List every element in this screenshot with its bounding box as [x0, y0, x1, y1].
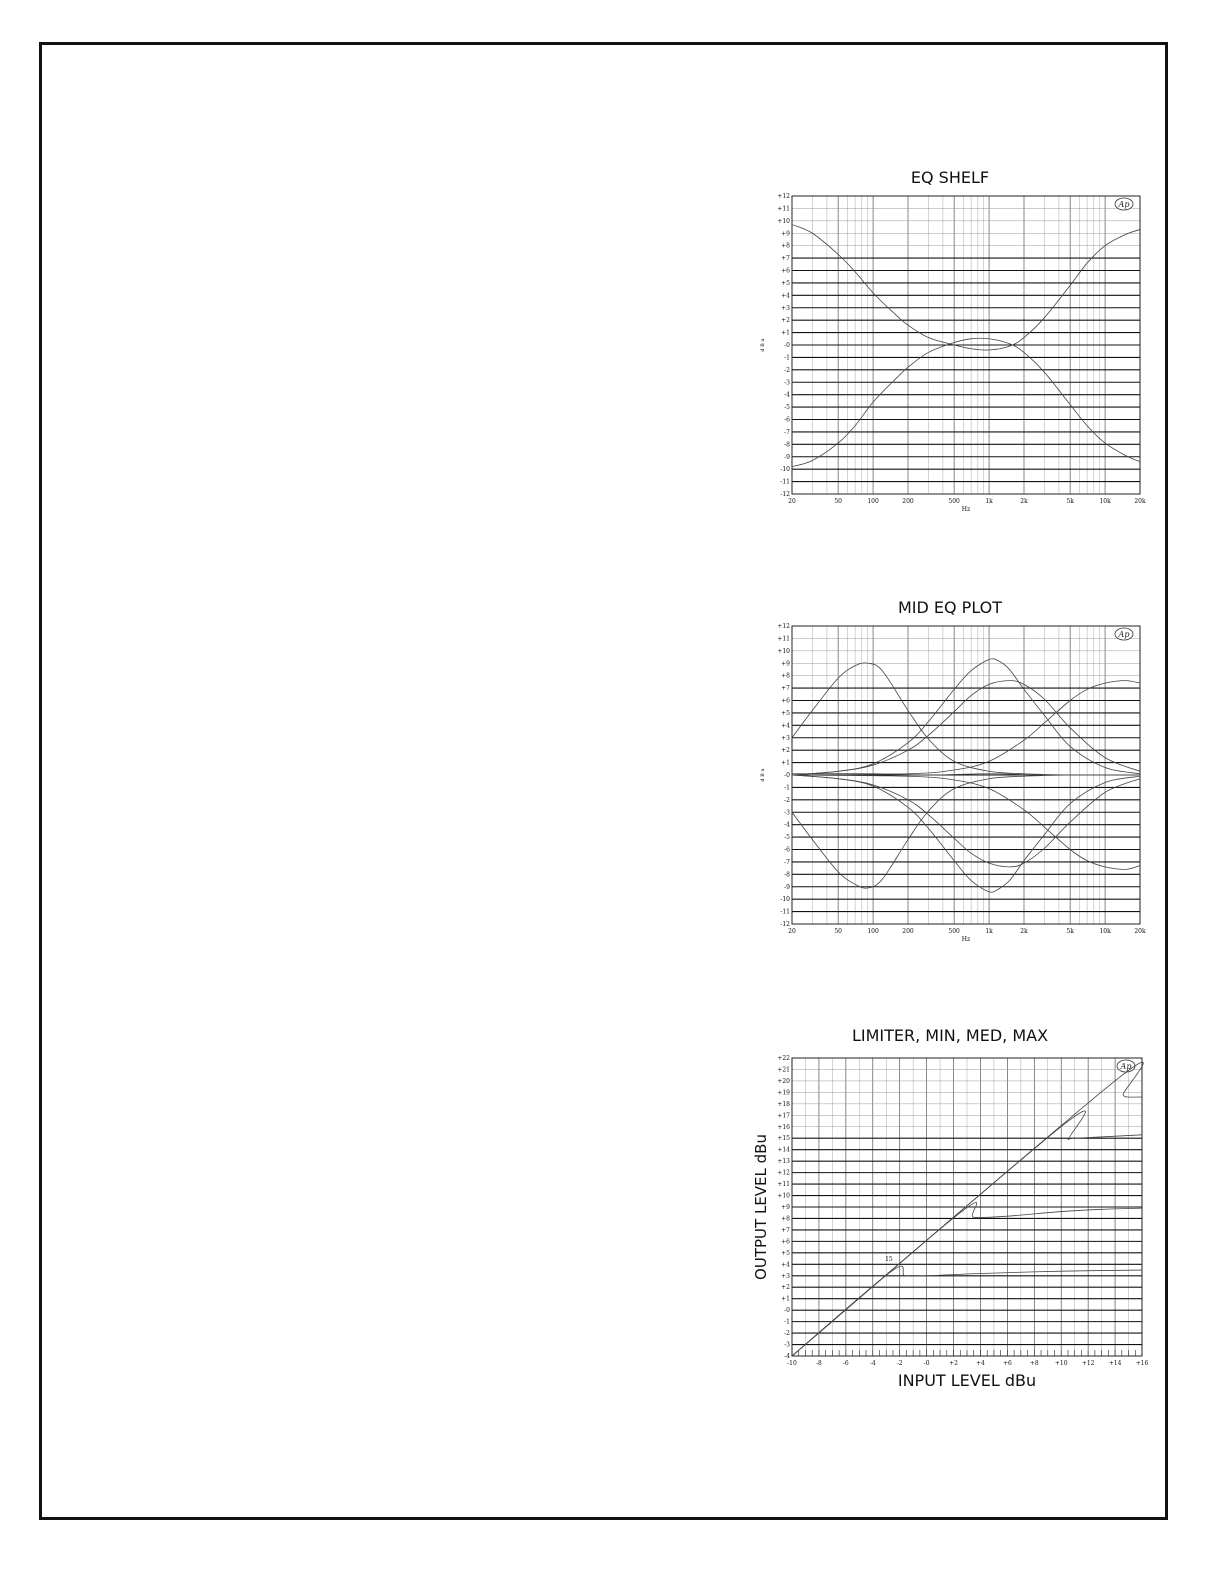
y-tick-label: +9 [781, 230, 790, 238]
y-tick-label: +5 [781, 709, 790, 717]
y-tick-label: +14 [777, 1146, 790, 1154]
y-tick-label: +4 [781, 1261, 790, 1269]
y-tick-label: +10 [777, 1192, 790, 1200]
y-tick-label: +9 [781, 1204, 790, 1211]
y-tick-label: +12 [777, 623, 790, 630]
y-tick-label: +10 [777, 647, 790, 655]
x-axis-label: Hz [961, 936, 971, 943]
y-tick-label: +8 [781, 1215, 790, 1223]
y-tick-labels [777, 1055, 790, 1360]
x-tick-label: 1k [985, 498, 993, 505]
x-tick-label: +16 [1135, 1360, 1149, 1367]
y-tick-label: -5 [784, 404, 790, 412]
x-tick-label: -2 [896, 1360, 903, 1367]
y-tick-label: +12 [777, 193, 790, 200]
limiter-chart [740, 1020, 1160, 1400]
x-axis-label: INPUT LEVEL dBu [897, 1371, 1037, 1390]
y-tick-label: +2 [781, 317, 790, 325]
x-tick-label: 200 [902, 498, 914, 505]
x-tick-label: 20k [1134, 498, 1146, 505]
y-tick-label: +22 [777, 1055, 790, 1062]
y-tick-label: +17 [777, 1112, 790, 1120]
y-tick-label: -0 [784, 1307, 790, 1315]
x-tick-label: -4 [869, 1360, 876, 1367]
y-tick-label: +11 [777, 205, 790, 213]
y-tick-label: -4 [784, 391, 790, 399]
x-tick-label: +6 [1002, 1360, 1012, 1367]
y-tick-label: +18 [777, 1100, 790, 1108]
x-tick-label: 500 [948, 928, 960, 935]
y-tick-label: -11 [780, 908, 790, 916]
y-tick-label: -3 [784, 809, 790, 817]
x-tick-label: 5k [1066, 498, 1074, 505]
y-tick-label: -12 [780, 921, 790, 928]
y-tick-label: +2 [781, 1284, 790, 1292]
mid-eq-plot [740, 592, 1160, 952]
x-tick-label: +14 [1108, 1360, 1122, 1367]
y-tick-label: -9 [784, 453, 790, 461]
x-tick-labels [787, 1360, 1148, 1367]
chart-title: LIMITER, MIN, MED, MAX [851, 1026, 1049, 1045]
y-tick-label: +12 [777, 1169, 790, 1177]
y-tick-label: +3 [781, 304, 790, 312]
x-tick-label: 100 [867, 928, 879, 935]
x-tick-labels [788, 928, 1146, 935]
x-tick-label: +12 [1081, 1360, 1095, 1367]
y-tick-label: +8 [781, 242, 790, 250]
x-tick-label: +8 [1029, 1360, 1039, 1367]
x-tick-label: -8 [815, 1360, 822, 1367]
x-tick-label: 10k [1099, 928, 1111, 935]
x-tick-label: 100 [867, 498, 879, 505]
y-tick-label: -7 [784, 428, 790, 436]
y-tick-label: -11 [780, 478, 790, 486]
y-tick-label: -8 [784, 441, 790, 449]
y-axis-label: d B u [760, 338, 766, 352]
x-tick-label: 500 [948, 498, 960, 505]
y-tick-label: +6 [781, 697, 790, 705]
y-tick-label: +6 [781, 267, 790, 275]
x-tick-label: 1k [985, 928, 993, 935]
x-tick-label: +10 [1054, 1360, 1068, 1367]
x-tick-label: -6 [842, 1360, 849, 1367]
y-tick-label: +6 [781, 1238, 790, 1246]
x-tick-label: +4 [976, 1360, 985, 1367]
y-tick-label: +10 [777, 217, 790, 225]
y-tick-label: +4 [781, 292, 790, 300]
y-tick-label: +7 [781, 685, 790, 693]
y-tick-label: +11 [777, 635, 790, 643]
y-tick-label: -0 [784, 342, 790, 349]
y-tick-label: -1 [784, 354, 790, 362]
x-tick-label: -0 [923, 1360, 930, 1367]
x-tick-label: 50 [834, 928, 842, 935]
y-tick-label: -12 [780, 491, 790, 498]
y-tick-label: -6 [784, 846, 790, 854]
y-tick-label: -0 [784, 772, 790, 779]
y-tick-label: +7 [781, 255, 790, 263]
ap-logo-text: Ap [1118, 200, 1130, 209]
y-tick-label: +1 [781, 1295, 790, 1303]
x-tick-label: 5k [1066, 928, 1074, 935]
y-tick-label: +8 [781, 672, 790, 680]
y-tick-label: +1 [781, 759, 790, 767]
x-tick-label: -10 [787, 1360, 797, 1367]
y-tick-label: +7 [781, 1226, 790, 1234]
limiter-plot [740, 1020, 1160, 1400]
y-tick-label: -4 [784, 821, 790, 829]
y-tick-label: +9 [781, 660, 790, 668]
x-tick-label: 2k [1020, 498, 1028, 505]
y-tick-label: -7 [784, 858, 790, 866]
y-tick-label: +5 [781, 279, 790, 287]
x-tick-label: 200 [902, 928, 914, 935]
y-tick-label: -4 [784, 1353, 790, 1360]
y-tick-label: +2 [781, 747, 790, 755]
x-tick-label: 50 [834, 498, 842, 505]
y-tick-labels [777, 193, 790, 498]
y-tick-label: -9 [784, 883, 790, 891]
y-tick-label: -3 [784, 379, 790, 387]
y-tick-labels [777, 623, 790, 928]
y-tick-label: -3 [784, 1341, 790, 1349]
mid-eq-chart [740, 592, 1160, 952]
y-tick-label: +15 [777, 1135, 790, 1143]
y-tick-label: -5 [784, 834, 790, 842]
y-tick-label: +20 [777, 1077, 790, 1085]
x-tick-labels [788, 498, 1146, 505]
y-axis-label: d B u [760, 768, 766, 782]
y-tick-label: -1 [784, 1318, 790, 1326]
y-tick-label: -10 [780, 896, 790, 904]
y-tick-label: +11 [777, 1181, 790, 1189]
y-tick-label: +3 [781, 734, 790, 742]
y-tick-label: -6 [784, 416, 790, 424]
y-tick-label: +16 [777, 1123, 790, 1131]
x-tick-label: 20 [788, 928, 796, 935]
x-axis-label: Hz [961, 506, 971, 513]
x-tick-label: 2k [1020, 928, 1028, 935]
ap-logo-text: Ap [1118, 630, 1130, 639]
eq-shelf-chart [740, 162, 1160, 522]
chart-title: EQ SHELF [910, 168, 990, 187]
y-tick-label: +21 [777, 1066, 790, 1074]
chart-title: MID EQ PLOT [897, 598, 1003, 617]
y-tick-label: +19 [777, 1089, 790, 1097]
y-tick-label: -2 [784, 796, 790, 804]
y-tick-label: -2 [784, 366, 790, 374]
annotation-label: 15 [885, 1255, 893, 1263]
eq-shelf-plot [740, 162, 1160, 522]
y-tick-label: -10 [780, 466, 790, 474]
y-tick-label: +4 [781, 722, 790, 730]
x-tick-label: 20k [1134, 928, 1146, 935]
y-tick-label: +5 [781, 1249, 790, 1257]
y-tick-label: +13 [777, 1158, 790, 1166]
y-tick-label: -2 [784, 1330, 790, 1338]
y-tick-label: +3 [781, 1272, 790, 1280]
y-tick-label: -1 [784, 784, 790, 792]
ap-logo-text: Ap [1120, 1062, 1132, 1071]
y-axis-label: OUTPUT LEVEL dBu [752, 1134, 770, 1280]
y-tick-label: +1 [781, 329, 790, 337]
y-tick-label: -8 [784, 871, 790, 879]
x-tick-label: +2 [949, 1360, 958, 1367]
x-tick-label: 10k [1099, 498, 1111, 505]
x-tick-label: 20 [788, 498, 796, 505]
